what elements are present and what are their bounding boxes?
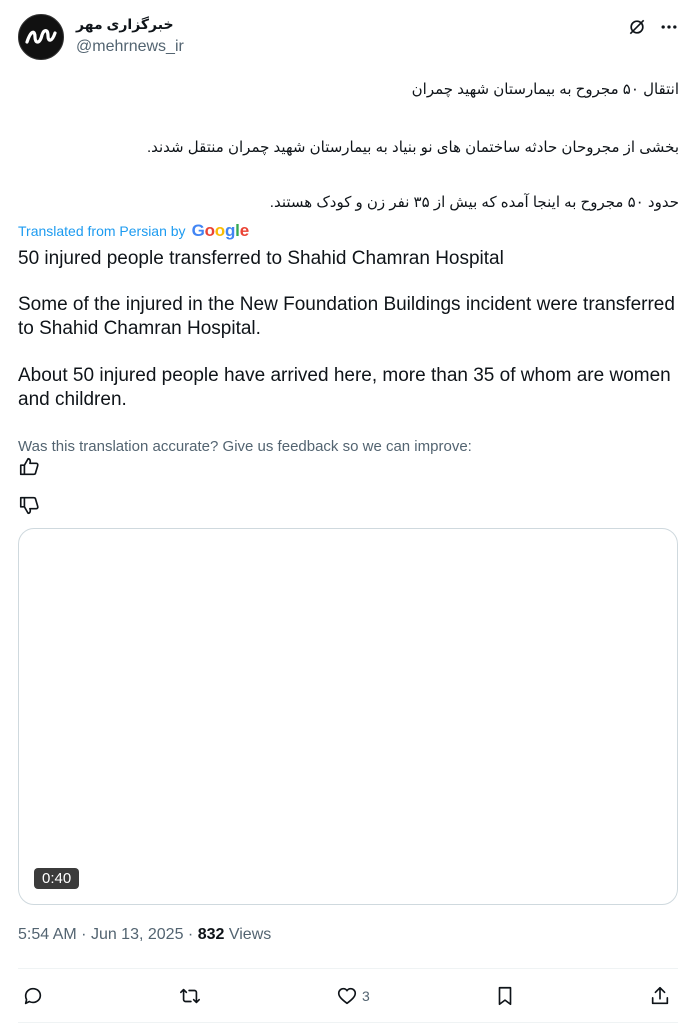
translation-paragraph-1: 50 injured people transferred to Shahid Chamran Hospital bbox=[18, 248, 504, 269]
bookmark-button[interactable] bbox=[494, 982, 516, 1010]
account-handle[interactable]: @mehrnews_ir bbox=[76, 38, 184, 55]
retweet-icon bbox=[179, 985, 201, 1007]
original-text-line-1: انتقال ۵۰ مجروح به بیمارستان شهید چمران bbox=[411, 81, 679, 98]
tweet-header bbox=[18, 12, 680, 62]
like-count: 3 bbox=[362, 988, 370, 1004]
original-text-line-2: بخشی از مجروحان حادثه ساختمان های نو بنیاد به بیمارستان شهید چمران منتقل شدند. bbox=[146, 139, 679, 156]
views-label: Views bbox=[228, 926, 272, 943]
divider bbox=[18, 968, 678, 969]
translated-from-label[interactable] bbox=[18, 221, 249, 241]
avatar[interactable] bbox=[18, 14, 64, 60]
tweet-date[interactable]: Jun 13, 2025 bbox=[90, 926, 184, 943]
reply-button[interactable] bbox=[22, 982, 44, 1010]
bookmark-icon bbox=[494, 985, 516, 1007]
reply-icon bbox=[22, 985, 44, 1007]
share-icon bbox=[649, 985, 671, 1007]
translation-feedback-prompt: Was this translation accurate? Give us feedback so we can improve: bbox=[18, 438, 472, 455]
video-player[interactable] bbox=[18, 528, 678, 905]
account-name[interactable]: خبرگزاری مهر bbox=[76, 16, 174, 32]
thumbs-down-icon[interactable] bbox=[18, 494, 40, 516]
tweet-meta: 5:54 AM · Jun 13, 2025 · 832 Views bbox=[18, 926, 272, 943]
share-button[interactable] bbox=[649, 982, 671, 1010]
google-logo: Google bbox=[191, 221, 249, 240]
heart-icon bbox=[336, 985, 358, 1007]
translated-label-text: Translated from Persian by bbox=[18, 223, 186, 239]
divider bbox=[18, 1022, 678, 1023]
tweet-time[interactable]: 5:54 AM bbox=[18, 926, 77, 943]
views-count: 832 bbox=[197, 926, 225, 943]
retweet-button[interactable] bbox=[179, 982, 201, 1010]
thumbs-up-icon[interactable] bbox=[18, 456, 40, 478]
like-button[interactable] bbox=[336, 982, 370, 1010]
more-icon[interactable] bbox=[658, 16, 680, 38]
grok-icon[interactable] bbox=[626, 16, 648, 38]
action-bar bbox=[18, 982, 678, 1010]
original-text-line-3: حدود ۵۰ مجروح به اینجا آمده که بیش از ۳۵ نفر زن و کودک هستند. bbox=[269, 194, 679, 211]
video-duration: 0:40 bbox=[34, 868, 79, 889]
mehr-logo-icon bbox=[24, 27, 58, 47]
translation-paragraph-3: About 50 injured people have arrived here, more than 35 of whom are women and children. bbox=[18, 365, 671, 410]
translation-paragraph-2: Some of the injured in the New Foundation Buildings incident were transferred to Shahid Chamran Hospital. bbox=[18, 294, 675, 339]
